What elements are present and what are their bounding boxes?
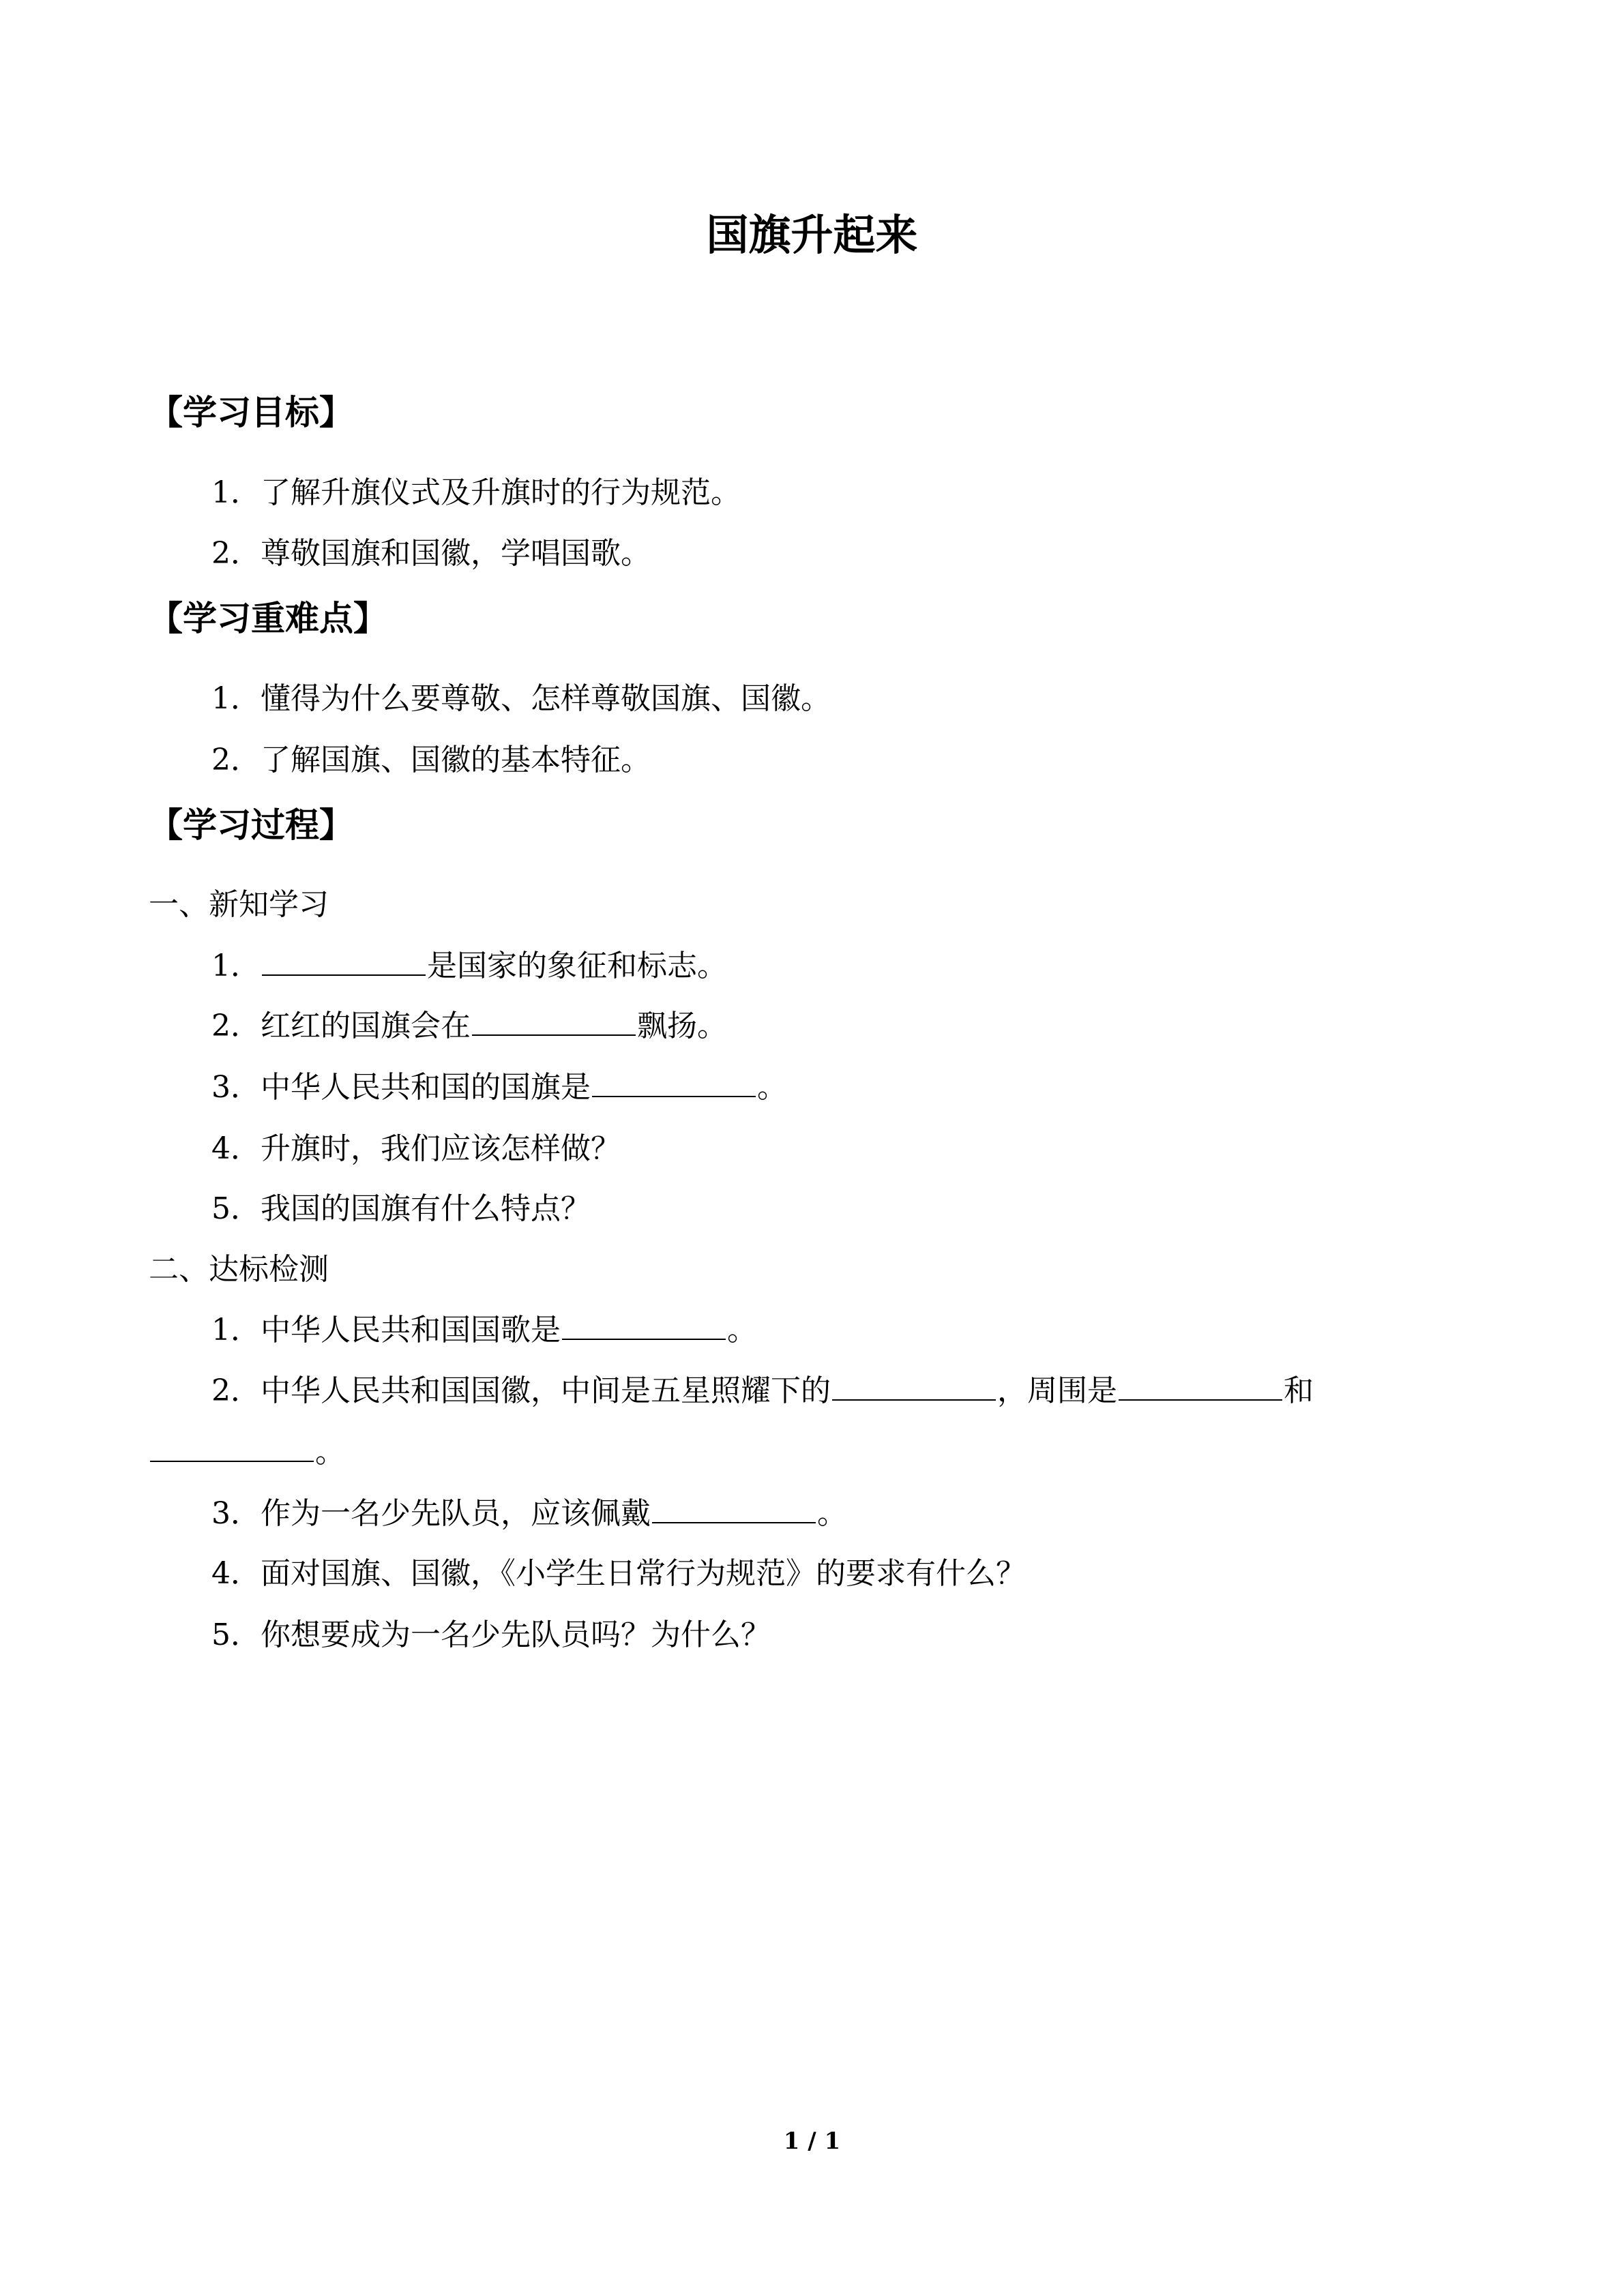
question-new-1 (211, 946, 727, 987)
goal-item-1: 1．了解升旗仪式及升旗时的行为规范。 (211, 475, 741, 510)
question-text: 是国家的象征和标志。 (427, 949, 727, 983)
answer-blank (472, 1034, 636, 1036)
question-new-4: 4．升旗时，我们应该怎样做？ (211, 1131, 621, 1166)
question-text: 1． (211, 949, 261, 983)
question-text: 。 (817, 1496, 847, 1531)
question-text: 飘扬。 (637, 1009, 727, 1043)
question-text: 2．红红的国旗会在 (211, 1009, 471, 1043)
question-check-2 (211, 1371, 1314, 1412)
key-point-item-1: 1．懂得为什么要尊敬、怎样尊敬国旗、国徽。 (211, 681, 831, 716)
question-text: 1．中华人民共和国国歌是 (211, 1313, 561, 1347)
question-check-4: 4．面对国旗、国徽，《小学生日常行为规范》的要求有什么？ (211, 1556, 1026, 1591)
question-text: 。 (315, 1435, 345, 1470)
section-heading-process: 【学习过程】 (149, 805, 353, 845)
question-check-2-continued (149, 1432, 345, 1473)
section-heading-key-points: 【学习重难点】 (149, 598, 387, 638)
key-point-item-2: 2．了解国旗、国徽的基本特征。 (211, 743, 651, 777)
answer-blank (150, 1460, 314, 1462)
question-text: 。 (757, 1070, 787, 1105)
page-number: 1 / 1 (783, 2128, 841, 2155)
answer-blank (652, 1521, 816, 1523)
question-check-1 (211, 1310, 757, 1351)
question-text: 和 (1284, 1373, 1314, 1408)
section-heading-goals: 【学习目标】 (149, 392, 353, 432)
question-new-3 (211, 1067, 787, 1108)
answer-blank (832, 1399, 996, 1401)
goal-item-2: 2．尊敬国旗和国徽，学唱国歌。 (211, 536, 651, 571)
part-heading-assessment: 二、达标检测 (149, 1252, 329, 1287)
question-text: ，周围是 (997, 1373, 1117, 1408)
question-new-2 (211, 1006, 727, 1047)
question-check-5: 5．你想要成为一名少先队员吗？为什么？ (211, 1617, 771, 1652)
question-check-3 (211, 1493, 847, 1534)
part-heading-new-knowledge: 一、新知学习 (149, 887, 329, 922)
question-new-5: 5．我国的国旗有什么特点？ (211, 1191, 591, 1226)
question-text: 3．中华人民共和国的国旗是 (211, 1070, 591, 1105)
question-text: 2．中华人民共和国国徽，中间是五星照耀下的 (211, 1373, 831, 1408)
answer-blank (1119, 1399, 1282, 1401)
answer-blank (562, 1338, 726, 1340)
question-text: 3．作为一名少先队员，应该佩戴 (211, 1496, 651, 1531)
answer-blank (262, 974, 426, 976)
answer-blank (592, 1095, 756, 1097)
question-text: 。 (727, 1313, 757, 1347)
page-title: 国旗升起来 (706, 210, 918, 260)
